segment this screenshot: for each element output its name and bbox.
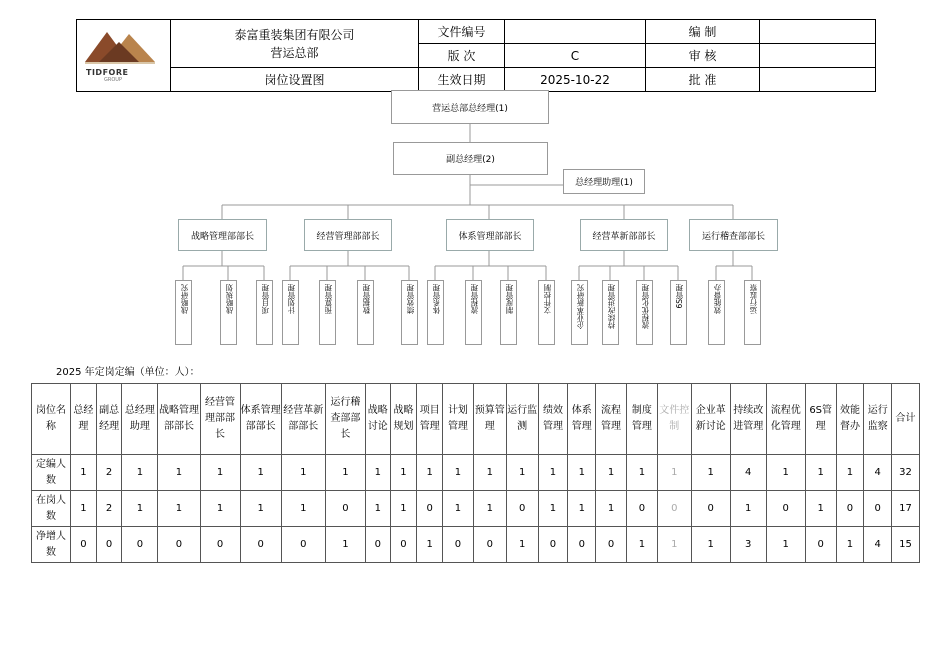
table-cell: 1 bbox=[390, 455, 417, 491]
table-cell: 0 bbox=[626, 491, 657, 527]
table-cell: 1 bbox=[626, 455, 657, 491]
table-cell: 1 bbox=[836, 527, 864, 563]
table-row bbox=[32, 527, 920, 563]
org-leaf-position: 效能督办 bbox=[708, 280, 725, 345]
table-row bbox=[32, 491, 920, 527]
staffing-caption: 2025 年定岗定编（单位：人）： bbox=[56, 367, 200, 378]
org-box-general-manager: 营运总部总经理(1) bbox=[391, 90, 549, 124]
file-no-label: 文件编号 bbox=[419, 20, 505, 44]
column-header: 绩效管理 bbox=[538, 384, 568, 455]
row-label: 定编人数 bbox=[32, 455, 71, 491]
table-cell: 0 bbox=[596, 527, 627, 563]
file-no-value bbox=[505, 20, 646, 44]
table-cell: 1 bbox=[240, 491, 281, 527]
table-cell: 1 bbox=[805, 455, 836, 491]
table-cell: 1 bbox=[365, 455, 390, 491]
table-cell: 1 bbox=[506, 455, 538, 491]
org-leaf-position: 战略规划 bbox=[220, 280, 237, 345]
column-header: 总经理助理 bbox=[122, 384, 158, 455]
table-cell: 2 bbox=[96, 491, 122, 527]
column-header: 运行监测 bbox=[506, 384, 538, 455]
row-label: 在岗人数 bbox=[32, 491, 71, 527]
org-leaf-position: 预算管理 bbox=[319, 280, 336, 345]
department-name: 营运总部 bbox=[270, 45, 319, 60]
table-cell: 0 bbox=[325, 491, 365, 527]
effective-date-value: 2025-10-22 bbox=[505, 68, 646, 92]
table-cell: 1 bbox=[657, 455, 691, 491]
table-header-row bbox=[32, 384, 920, 455]
table-cell: 1 bbox=[417, 455, 443, 491]
column-header: 持续改进管理 bbox=[730, 384, 766, 455]
column-header: 项目管理 bbox=[417, 384, 443, 455]
org-leaf-position: 计划管理 bbox=[282, 280, 299, 345]
column-header: 运行监察 bbox=[864, 384, 892, 455]
table-cell: 0 bbox=[473, 527, 506, 563]
table-cell: 1 bbox=[365, 491, 390, 527]
effective-date-label: 生效日期 bbox=[419, 68, 505, 92]
row-header-cell: 岗位名称 bbox=[32, 384, 71, 455]
table-cell: 0 bbox=[240, 527, 281, 563]
table-cell: 1 bbox=[71, 455, 97, 491]
table-cell: 1 bbox=[325, 527, 365, 563]
table-cell: 0 bbox=[864, 491, 892, 527]
table-cell: 17 bbox=[892, 491, 920, 527]
org-leaf-position: 项目管理 bbox=[256, 280, 273, 345]
column-header: 流程优化管理 bbox=[766, 384, 805, 455]
table-cell: 1 bbox=[596, 455, 627, 491]
table-cell: 1 bbox=[568, 455, 596, 491]
table-cell: 1 bbox=[568, 491, 596, 527]
org-leaf-position: 6S管理 bbox=[670, 280, 687, 345]
tidfore-logo-icon bbox=[77, 20, 171, 91]
table-cell: 1 bbox=[766, 455, 805, 491]
column-header: 文件控制 bbox=[657, 384, 691, 455]
document-title: 岗位设置图 bbox=[171, 68, 419, 92]
table-cell: 3 bbox=[730, 527, 766, 563]
table-cell: 1 bbox=[122, 491, 158, 527]
column-header: 6S管理 bbox=[805, 384, 836, 455]
org-leaf-position: 流程优化管理 bbox=[636, 280, 653, 345]
compiled-label: 编 制 bbox=[646, 20, 760, 44]
column-header: 企业革新讨论 bbox=[691, 384, 730, 455]
org-leaf-position: 体系管理 bbox=[427, 280, 444, 345]
table-cell: 1 bbox=[158, 491, 200, 527]
org-box-deputy-gm: 副总经理(2) bbox=[393, 142, 548, 175]
table-cell: 0 bbox=[506, 491, 538, 527]
org-leaf-position: 数据管理 bbox=[357, 280, 374, 345]
table-row bbox=[32, 455, 920, 491]
table-cell: 1 bbox=[443, 491, 474, 527]
column-header: 合计 bbox=[892, 384, 920, 455]
table-cell: 0 bbox=[71, 527, 97, 563]
table-cell: 0 bbox=[691, 491, 730, 527]
org-leaf-position: 绩效管理 bbox=[401, 280, 418, 345]
table-cell: 0 bbox=[281, 527, 325, 563]
version-value: C bbox=[505, 44, 646, 68]
org-box-dept-system: 体系管理部部长 bbox=[446, 219, 534, 251]
column-header: 体系管理 bbox=[568, 384, 596, 455]
org-box-dept-innovation: 经营革新部部长 bbox=[580, 219, 668, 251]
column-header: 预算管理 bbox=[473, 384, 506, 455]
table-cell: 0 bbox=[122, 527, 158, 563]
table-cell: 0 bbox=[443, 527, 474, 563]
table-cell: 1 bbox=[417, 527, 443, 563]
table-cell: 1 bbox=[122, 455, 158, 491]
table-cell: 1 bbox=[805, 491, 836, 527]
company-logo bbox=[77, 20, 171, 92]
approve-value bbox=[760, 68, 876, 92]
table-cell: 1 bbox=[766, 527, 805, 563]
table-cell: 1 bbox=[240, 455, 281, 491]
table-cell: 1 bbox=[691, 527, 730, 563]
column-header: 战略讨论 bbox=[365, 384, 390, 455]
column-header: 战略规划 bbox=[390, 384, 417, 455]
table-cell: 1 bbox=[626, 527, 657, 563]
staffing-table bbox=[31, 383, 920, 563]
table-cell: 0 bbox=[836, 491, 864, 527]
column-header: 流程管理 bbox=[596, 384, 627, 455]
table-cell: 15 bbox=[892, 527, 920, 563]
column-header: 制度管理 bbox=[626, 384, 657, 455]
org-box-gm-assistant: 总经理助理(1) bbox=[563, 169, 645, 194]
table-cell: 1 bbox=[657, 527, 691, 563]
logo-subtext: GROUP bbox=[104, 77, 122, 83]
table-cell: 4 bbox=[864, 527, 892, 563]
review-value bbox=[760, 44, 876, 68]
table-cell: 1 bbox=[200, 455, 240, 491]
document-header bbox=[76, 19, 876, 92]
table-cell: 1 bbox=[506, 527, 538, 563]
table-cell: 1 bbox=[836, 455, 864, 491]
table-cell: 0 bbox=[390, 527, 417, 563]
table-cell: 1 bbox=[473, 455, 506, 491]
table-cell: 1 bbox=[596, 491, 627, 527]
org-leaf-position: 企业革新研究 bbox=[571, 280, 588, 345]
row-label: 净增人数 bbox=[32, 527, 71, 563]
org-leaf-position: 流程管理 bbox=[465, 280, 482, 345]
table-cell: 1 bbox=[281, 491, 325, 527]
table-cell: 0 bbox=[568, 527, 596, 563]
org-leaf-position: 运行监察 bbox=[744, 280, 761, 345]
table-cell: 1 bbox=[473, 491, 506, 527]
column-header: 体系管理部部长 bbox=[240, 384, 281, 455]
column-header: 总经理 bbox=[71, 384, 97, 455]
table-cell: 1 bbox=[538, 491, 568, 527]
column-header: 战略管理部部长 bbox=[158, 384, 200, 455]
org-box-dept-operations: 经营管理部部长 bbox=[304, 219, 392, 251]
table-cell: 1 bbox=[538, 455, 568, 491]
table-cell: 1 bbox=[325, 455, 365, 491]
org-leaf-position: 制度管理 bbox=[500, 280, 517, 345]
org-box-dept-audit: 运行稽查部部长 bbox=[689, 219, 778, 251]
org-leaf-position: 持续改进管理 bbox=[602, 280, 619, 345]
table-cell: 0 bbox=[538, 527, 568, 563]
version-label: 版 次 bbox=[419, 44, 505, 68]
approve-label: 批 准 bbox=[646, 68, 760, 92]
org-box-dept-strategy: 战略管理部部长 bbox=[178, 219, 267, 251]
column-header: 经营管理部部长 bbox=[200, 384, 240, 455]
table-cell: 0 bbox=[200, 527, 240, 563]
company-dept-cell bbox=[171, 20, 419, 68]
org-leaf-position: 文件控制 bbox=[538, 280, 555, 345]
table-cell: 0 bbox=[805, 527, 836, 563]
table-cell: 0 bbox=[96, 527, 122, 563]
table-cell: 0 bbox=[657, 491, 691, 527]
compiled-value bbox=[760, 20, 876, 44]
column-header: 副总经理 bbox=[96, 384, 122, 455]
column-header: 经营革新部部长 bbox=[281, 384, 325, 455]
column-header: 运行稽查部部长 bbox=[325, 384, 365, 455]
org-leaf-position: 战略研究 bbox=[175, 280, 192, 345]
table-cell: 1 bbox=[730, 491, 766, 527]
company-name: 泰富重装集团有限公司 bbox=[234, 27, 355, 42]
table-cell: 1 bbox=[691, 455, 730, 491]
table-cell: 1 bbox=[158, 455, 200, 491]
table-cell: 0 bbox=[365, 527, 390, 563]
table-cell: 1 bbox=[443, 455, 474, 491]
review-label: 审 核 bbox=[646, 44, 760, 68]
table-cell: 1 bbox=[281, 455, 325, 491]
table-cell: 1 bbox=[390, 491, 417, 527]
logo-text: TIDFORE bbox=[86, 68, 129, 77]
table-cell: 4 bbox=[864, 455, 892, 491]
table-cell: 1 bbox=[200, 491, 240, 527]
column-header: 计划管理 bbox=[443, 384, 474, 455]
column-header: 效能督办 bbox=[836, 384, 864, 455]
table-cell: 4 bbox=[730, 455, 766, 491]
table-cell: 2 bbox=[96, 455, 122, 491]
table-cell: 1 bbox=[71, 491, 97, 527]
table-cell: 0 bbox=[766, 491, 805, 527]
table-cell: 32 bbox=[892, 455, 920, 491]
table-cell: 0 bbox=[417, 491, 443, 527]
table-cell: 0 bbox=[158, 527, 200, 563]
